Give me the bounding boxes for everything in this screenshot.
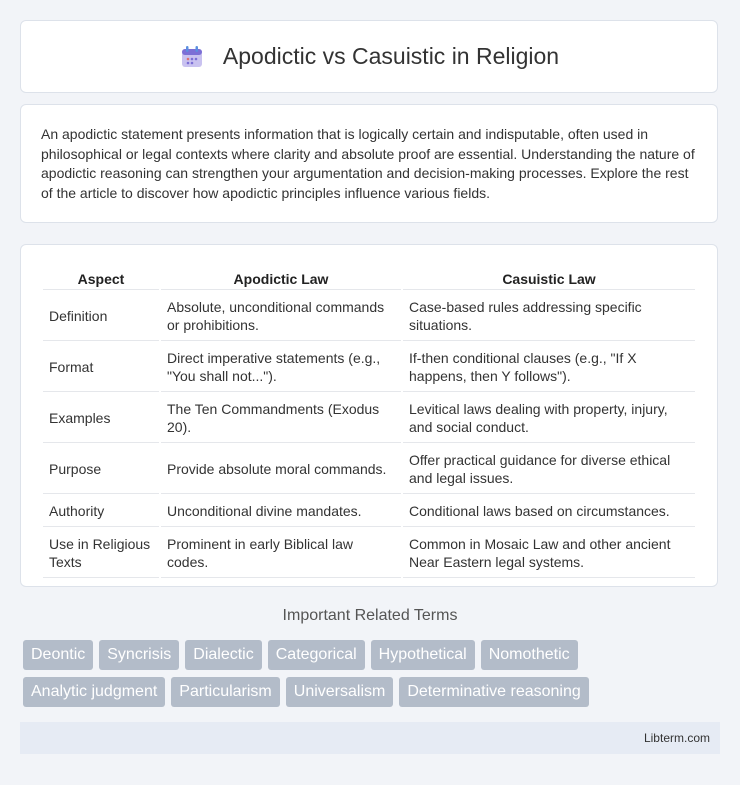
cell-apodictic: Unconditional divine mandates. (161, 496, 401, 527)
table-row (43, 496, 695, 527)
cell-apodictic: Direct imperative statements (e.g., "You shall not..."). (161, 343, 401, 392)
intro-text: An apodictic statement presents information that is logically certain and indisputable, often used in philosophical or legal contexts where clarity and absolute proof are essential. Understanding the nature of apodictic reasoning can strengthen your argumentation and decision-making processes. Explore the rest of the article to discover how apodictic principles influence various fields. (41, 126, 695, 201)
title-wrap (179, 43, 559, 70)
cell-casuistic: Case-based rules addressing specific situations. (403, 292, 695, 341)
related-term-tag[interactable]: Universalism (286, 677, 394, 707)
cell-casuistic: Levitical laws dealing with property, injury, and social conduct. (403, 394, 695, 443)
related-term-tag[interactable]: Deontic (23, 640, 93, 670)
cell-apodictic: Provide absolute moral commands. (161, 445, 401, 494)
cell-casuistic: Offer practical guidance for diverse ethical and legal issues. (403, 445, 695, 494)
cell-casuistic: Conditional laws based on circumstances. (403, 496, 695, 527)
footer (20, 722, 720, 754)
related-term-tag[interactable]: Syncrisis (99, 640, 179, 670)
header-casuistic: Casuistic Law (403, 265, 695, 290)
related-term-tag[interactable]: Determinative reasoning (399, 677, 588, 707)
related-term-tag[interactable]: Particularism (171, 677, 279, 707)
footer-site-link[interactable]: Libterm.com (643, 731, 710, 745)
cell-aspect: Definition (43, 292, 159, 341)
cell-aspect: Authority (43, 496, 159, 527)
related-term-tag[interactable]: Nomothetic (481, 640, 578, 670)
cell-aspect: Use in Religious Texts (43, 529, 159, 578)
table-header-row (43, 265, 695, 290)
table-row (43, 292, 695, 341)
header-card (20, 20, 718, 93)
intro-card (20, 104, 718, 223)
related-terms-title: Important Related Terms (282, 607, 458, 624)
comparison-table (41, 263, 697, 580)
table-row (43, 343, 695, 392)
calendar-icon (179, 44, 205, 70)
related-terms-list (23, 640, 723, 707)
comparison-table-card (20, 244, 718, 587)
cell-aspect: Purpose (43, 445, 159, 494)
related-term-tag[interactable]: Dialectic (185, 640, 261, 670)
cell-apodictic: The Ten Commandments (Exodus 20). (161, 394, 401, 443)
cell-aspect: Examples (43, 394, 159, 443)
page-title: Apodictic vs Casuistic in Religion (222, 43, 560, 69)
header-apodictic: Apodictic Law (161, 265, 401, 290)
related-term-tag[interactable]: Hypothetical (371, 640, 475, 670)
header-aspect: Aspect (43, 265, 159, 290)
cell-apodictic: Absolute, unconditional commands or prohibitions. (161, 292, 401, 341)
cell-apodictic: Prominent in early Biblical law codes. (161, 529, 401, 578)
cell-casuistic: If-then conditional clauses (e.g., "If X happens, then Y follows"). (403, 343, 695, 392)
table-row (43, 394, 695, 443)
cell-casuistic: Common in Mosaic Law and other ancient Near Eastern legal systems. (403, 529, 695, 578)
related-term-tag[interactable]: Categorical (268, 640, 365, 670)
cell-aspect: Format (43, 343, 159, 392)
table-row (43, 529, 695, 578)
related-term-tag[interactable]: Analytic judgment (23, 677, 165, 707)
table-row (43, 445, 695, 494)
